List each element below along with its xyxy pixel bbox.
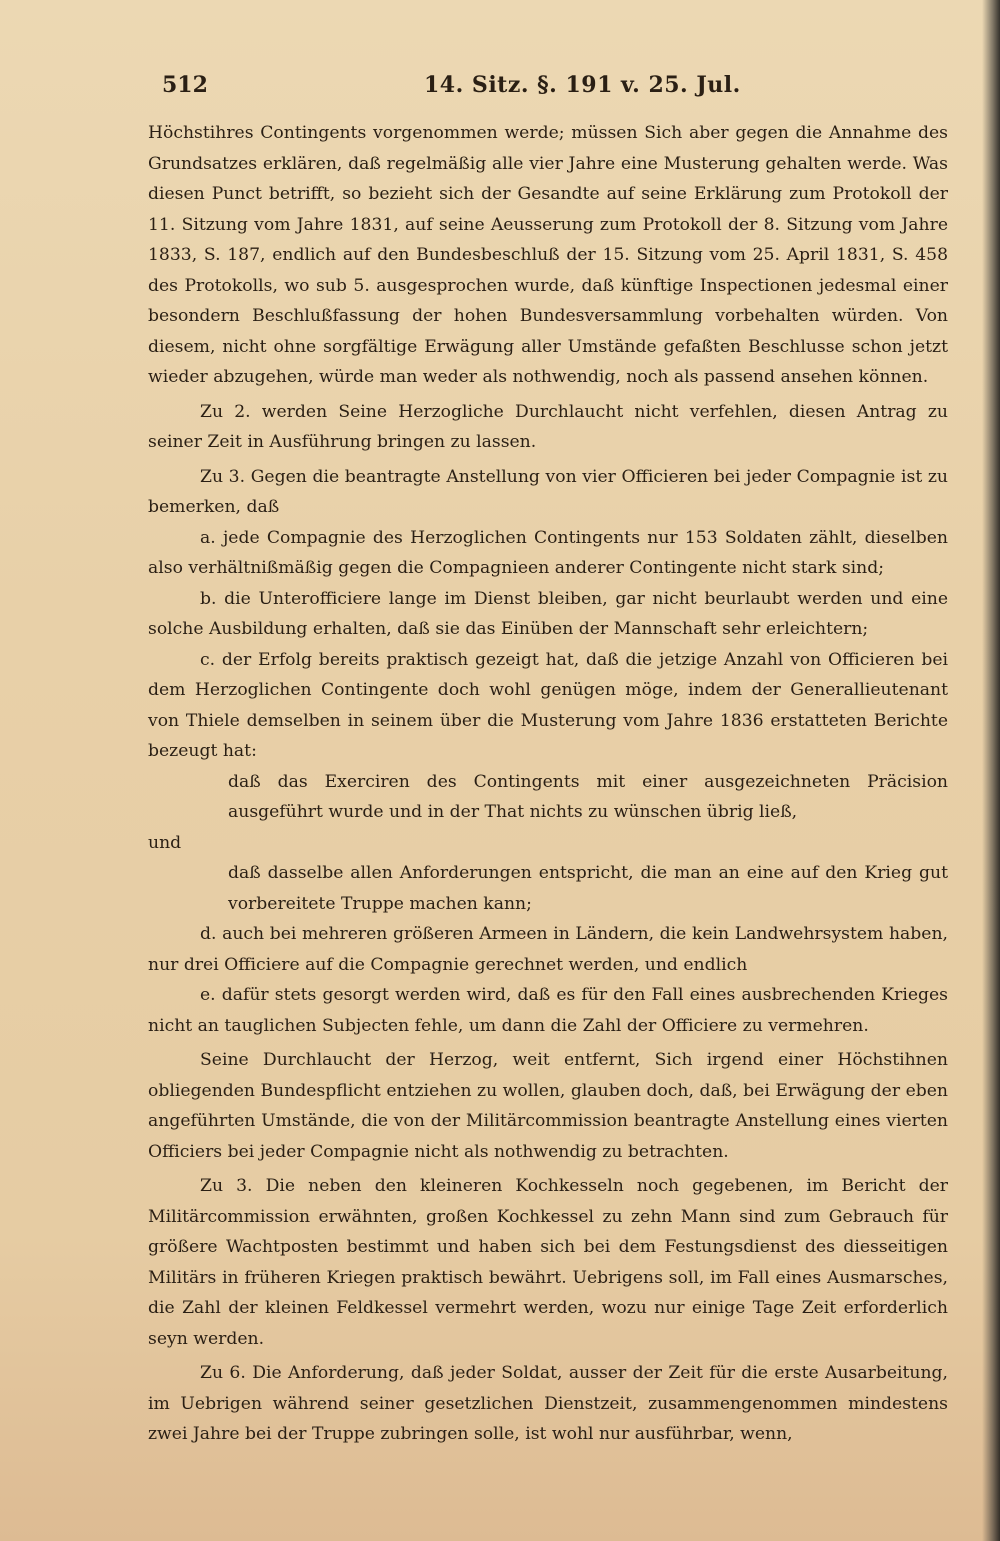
page-header <box>162 72 942 106</box>
quotation-2: daß dasselbe allen Anforderungen entspricht, die man an eine auf den Krieg gut vorbereitete Truppe machen kann; <box>228 863 948 914</box>
paragraph-zu-3: Zu 3. Gegen die beantragte Anstellung von vier Officieren bei jeder Compagnie ist zu bemerken, daß <box>148 466 948 517</box>
paragraph-zu-2: Zu 2. werden Seine Herzogliche Durchlaucht nicht verfehlen, diesen Antrag zu seiner Zeit in Ausführung bringen zu lassen. <box>148 401 948 452</box>
list-item-d: d. auch bei mehreren größeren Armeen in Ländern, die kein Landwehrsystem haben, nur drei Officiere auf die Compagnie gerechnet werden, und endlich <box>148 924 948 975</box>
conjunction-und: und <box>148 832 182 853</box>
list-item-a: a. jede Compagnie des Herzoglichen Contingents nur 153 Soldaten zählt, dieselben also verhältnißmäßig gegen die Compagnieen anderer Contingente nicht stark sind; <box>148 527 948 578</box>
page-edge-shadow <box>982 0 1000 1541</box>
list-item-e: e. dafür stets gesorgt werden wird, daß es für den Fall eines ausbrechenden Krieges nicht an tauglichen Subjecten fehle, um dann die Zahl der Officiere zu vermehren. <box>148 985 948 1036</box>
running-head: 14. Sitz. §. 191 v. 25. Jul. <box>424 72 741 98</box>
page-number: 512 <box>162 72 208 98</box>
paragraph-herzog: Seine Durchlaucht der Herzog, weit entfernt, Sich irgend einer Höchstihnen obliegenden Bundespflicht entziehen zu wollen, glauben doch, daß, bei Erwägung der eben angeführten Umstände, die von der Militärcommission beantragte Anstellung eines vierten Officiers bei jeder Compagnie nicht als nothwendig zu betrachten. <box>148 1050 948 1162</box>
body-text <box>148 118 948 1450</box>
paragraph-zu-6: Zu 6. Die Anforderung, daß jeder Soldat, ausser der Zeit für die erste Ausarbeitung, im Uebrigen während seiner gesetzlichen Dienstzeit, zusammengenommen mindestens zwei Jahre bei der Truppe zubringen solle, ist wohl nur ausführbar, wenn, <box>148 1363 948 1444</box>
list-item-b: b. die Unterofficiere lange im Dienst bleiben, gar nicht beurlaubt werden und eine solche Ausbildung erhalten, daß sie das Einüben der Mannschaft sehr erleichtern; <box>148 588 948 639</box>
paragraph-zu-3-kochkessel: Zu 3. Die neben den kleineren Kochkesseln noch gegebenen, im Bericht der Militärcommission erwähnten, großen Kochkessel zu zehn Mann sind zum Gebrauch für größere Wachtposten bestimmt und haben sich bei dem Festungsdienst des diesseitigen Militärs in früheren Kriegen praktisch bewährt. Uebrigens soll, im Fall eines Ausmarsches, die Zahl der kleinen Feldkessel vermehrt werden, wozu nur einige Tage Zeit erforderlich seyn werden. <box>148 1176 948 1349</box>
list-item-c: c. der Erfolg bereits praktisch gezeigt hat, daß die jetzige Anzahl von Officieren bei dem Herzoglichen Contingente doch wohl genügen möge, indem der Generallieutenant von Thiele demselben in seinem über die Musterung vom Jahre 1836 erstatteten Berichte bezeugt hat: <box>148 649 948 761</box>
paragraph-continuation: Höchstihres Contingents vorgenommen werde; müssen Sich aber gegen die Annahme des Grundsatzes erklären, daß regelmäßig alle vier Jahre eine Musterung gehalten werde. Was diesen Punct betrifft, so bezieht sich der Gesandte auf seine Erklärung zum Protokoll der 11. Sitzung vom Jahre 1831, auf seine Aeusserung zum Protokoll der 8. Sitzung vom Jahre 1833, S. 187, endlich auf den Bundesbeschluß der 15. Sitzung vom 25. April 1831, S. 458 des Protokolls, wo sub 5. ausgesprochen wurde, daß künftige Inspectionen jedesmal einer besondern Beschlußfassung der hohen Bundesversammlung vorbehalten würden. Von diesem, nicht ohne sorgfältige Erwägung aller Umstände gefaßten Beschlusse schon jetzt wieder abzugehen, würde man weder als nothwendig, noch als passend ansehen können. <box>148 123 948 387</box>
quotation-1: daß das Exerciren des Contingents mit einer ausgezeichneten Präcision ausgeführt wurde und in der That nichts zu wünschen übrig ließ, <box>228 771 948 822</box>
